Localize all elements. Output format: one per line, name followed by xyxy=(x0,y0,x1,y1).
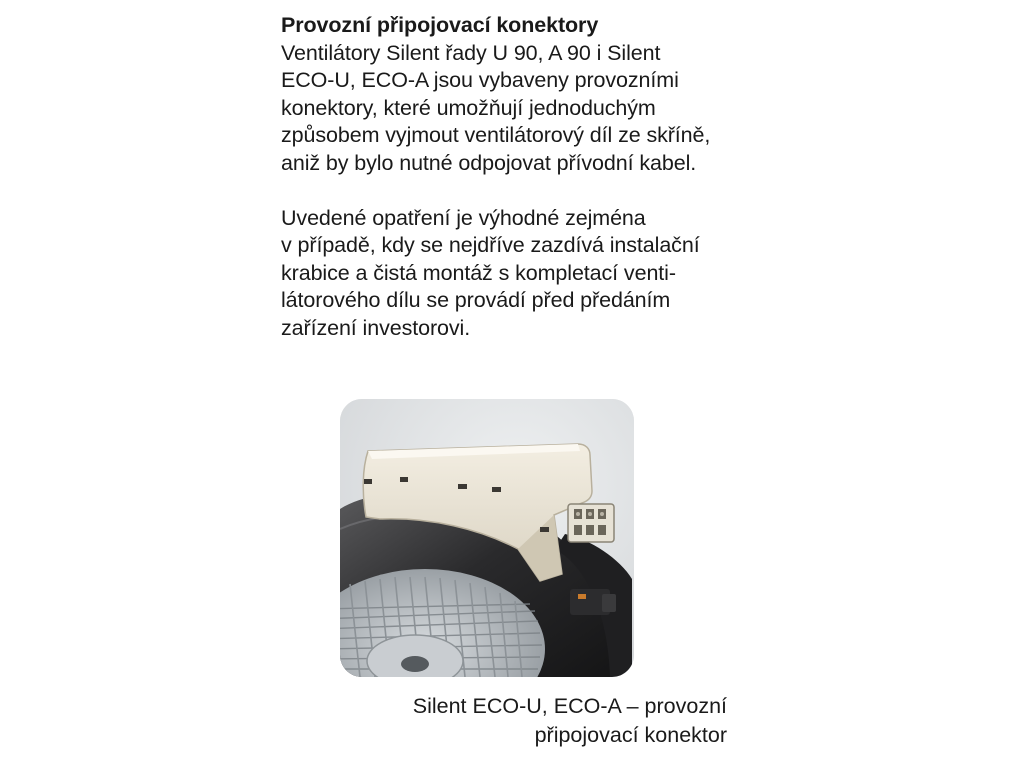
article-heading: Provozní připojovací konektory xyxy=(281,13,599,37)
paragraph2-line-2: v případě, kdy se nejdříve zazdívá instalační xyxy=(281,233,700,258)
fan-connector-photo xyxy=(340,399,634,677)
paragraph2-line-4: látorového dílu se provádí před předáním xyxy=(281,288,671,313)
paragraph2-line-1: Uvedené opatření je výhodné zejména xyxy=(281,205,646,230)
article-text xyxy=(281,12,781,343)
paragraph1-line-5: aniž by bylo nutné odpojovat přívodní kabel. xyxy=(281,150,697,175)
fan-illustration xyxy=(340,399,634,677)
caption-line-2: připojovací konektor xyxy=(534,723,727,747)
paragraph1-line-3: konektory, které umožňují jednoduchým xyxy=(281,95,656,120)
paragraph1-line-4: způsobem vyjmout ventilátorový díl ze skříně, xyxy=(281,123,711,148)
figure-caption xyxy=(300,692,727,750)
paragraph2-line-3: krabice a čistá montáž s kompletací venti- xyxy=(281,260,676,285)
paragraph1-line-2: ECO-U, ECO-A jsou vybaveny provozními xyxy=(281,68,679,93)
paragraph-gap xyxy=(281,178,781,205)
paragraph2-line-5: zařízení investorovi. xyxy=(281,315,471,340)
paragraph1-line-1: Ventilátory Silent řady U 90, A 90 i Silent xyxy=(281,40,661,65)
caption-line-1: Silent ECO-U, ECO-A – provozní xyxy=(412,694,727,718)
